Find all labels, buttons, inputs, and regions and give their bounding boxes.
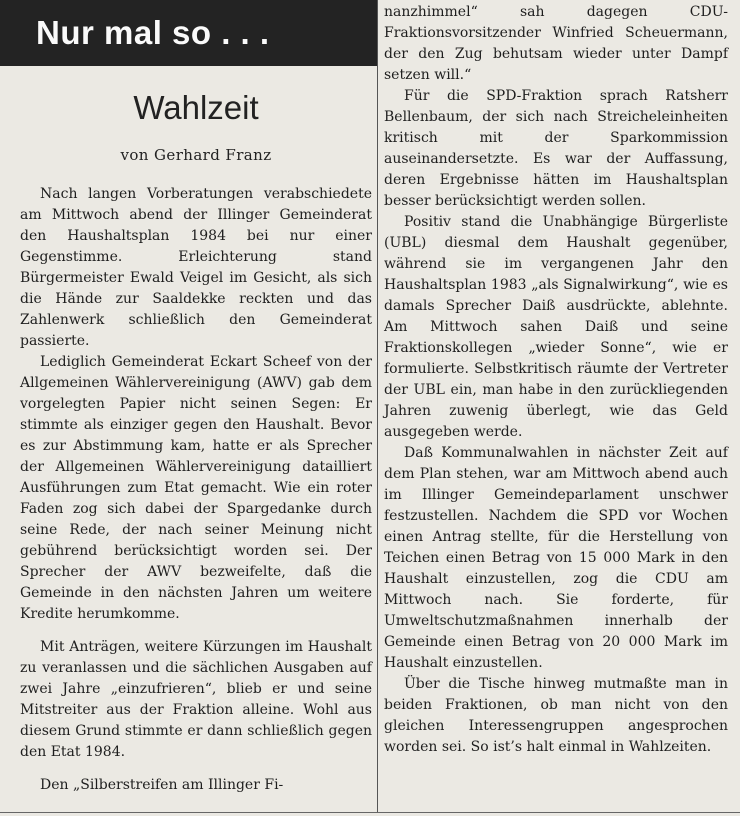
byline: von Gerhard Franz — [120, 146, 272, 164]
paragraph: Nach langen Vorberatungen verabschiedete am Mittwoch abend der Illinger Gemeinderat den Haushaltsplan 1984 bei nur einer Gegenstimme. Erleichterung stand Bürgermeister Ewald Veigel im Gesicht, als sich die Hände zur Saaldekke reckten und das Zahlenwerk schließlich den Gemeinderat passierte. — [20, 186, 372, 349]
paragraph: Über die Tische hinweg mutmaßte man in beiden Fraktionen, ob man nicht von den gleichen Interessengruppen angesprochen worden sei. So ist’s halt einmal in Wahlzeiten. — [384, 676, 728, 755]
column-divider — [377, 0, 378, 812]
paragraph: Den „Silberstreifen am Illinger Fi- — [40, 777, 284, 793]
headline: Wahlzeit — [133, 89, 259, 126]
right-column-body — [384, 2, 728, 758]
paragraph: Mit Anträgen, weitere Kürzungen im Haushalt zu veranlassen und die sächlichen Ausgaben auf zwei Jahre „einzufrieren“, blieb er und seine Mitstreiter aus der Fraktion alleine. Wohl aus diesem Grund stimmte er dann schließlich gegen den Etat 1984. — [20, 639, 372, 760]
paragraph: nanzhimmel“ sah dagegen CDU-Fraktionsvorsitzender Winfried Scheuermann, der den Zug behutsam wieder unter Dampf setzen will.“ — [384, 4, 728, 83]
paragraph: Lediglich Gemeinderat Eckart Scheef von der Allgemeinen Wählervereinigung (AWV) gab dem vorgelegten Papier nicht seinen Segen: Er stimmte als einziger gegen den Haushalt. Bevor es zur Abstimmung kam, hatte er als Sprecher der Allgemeinen Wählervereinigung datailliert Ausführungen zum Etat gemacht. Wie ein roter Faden zog sich dabei der Spargedanke durch seine Rede, der nach seiner Meinung nicht gebührend berücksichtigt worden sei. Der Sprecher der AWV bezweifelte, daß die Gemeinde in den nächsten Jahren um weitere Kredite herumkomme. — [20, 354, 372, 622]
left-column-body — [20, 184, 372, 796]
column-kicker: Nur mal so . . . — [0, 0, 378, 66]
paragraph: Für die SPD-Fraktion sprach Ratsherr Bellenbaum, der sich nach Streicheleinheiten kritisch mit der Sparkommission auseinandersetzte. Es war der Auffassung, deren Ergebnisse hätten im Haushaltsplan besser berücksichtigt werden sollen. — [384, 88, 728, 209]
paragraph: Positiv stand die Unabhängige Bürgerliste (UBL) diesmal dem Haushalt gegenüber, während sie im vergangenen Jahr den Haushaltsplan 1983 „als Signalwirkung“, wie es damals Sprecher Daiß ausdrückte, ablehnte. Am Mittwoch sahen Daiß und seine Fraktionskollegen „wieder Sonne“, wie er formulierte. Selbstkritisch räumte der Vertreter der UBL ein, man habe in den zurückliegenden Jahren zuwenig überlegt, wie das Geld ausgegeben werde. — [384, 214, 728, 440]
paragraph: Daß Kommunalwahlen in nächster Zeit auf dem Plan stehen, war am Mittwoch abend auch im Illinger Gemeindeparlament unschwer festzustellen. Nachdem die SPD vor Wochen einen Antrag stellte, für die Herstellung von Teichen einen Betrag von 15 000 Mark in den Haushalt einzustellen, zog die CDU am Mittwoch nach. Sie forderte, für Umweltschutzmaßnahmen innerhalb der Gemeinde einen Betrag von 20 000 Mark im Haushalt einzustellen. — [384, 445, 728, 671]
bottom-rule — [0, 812, 740, 813]
left-column — [20, 0, 372, 816]
right-column — [384, 0, 728, 816]
